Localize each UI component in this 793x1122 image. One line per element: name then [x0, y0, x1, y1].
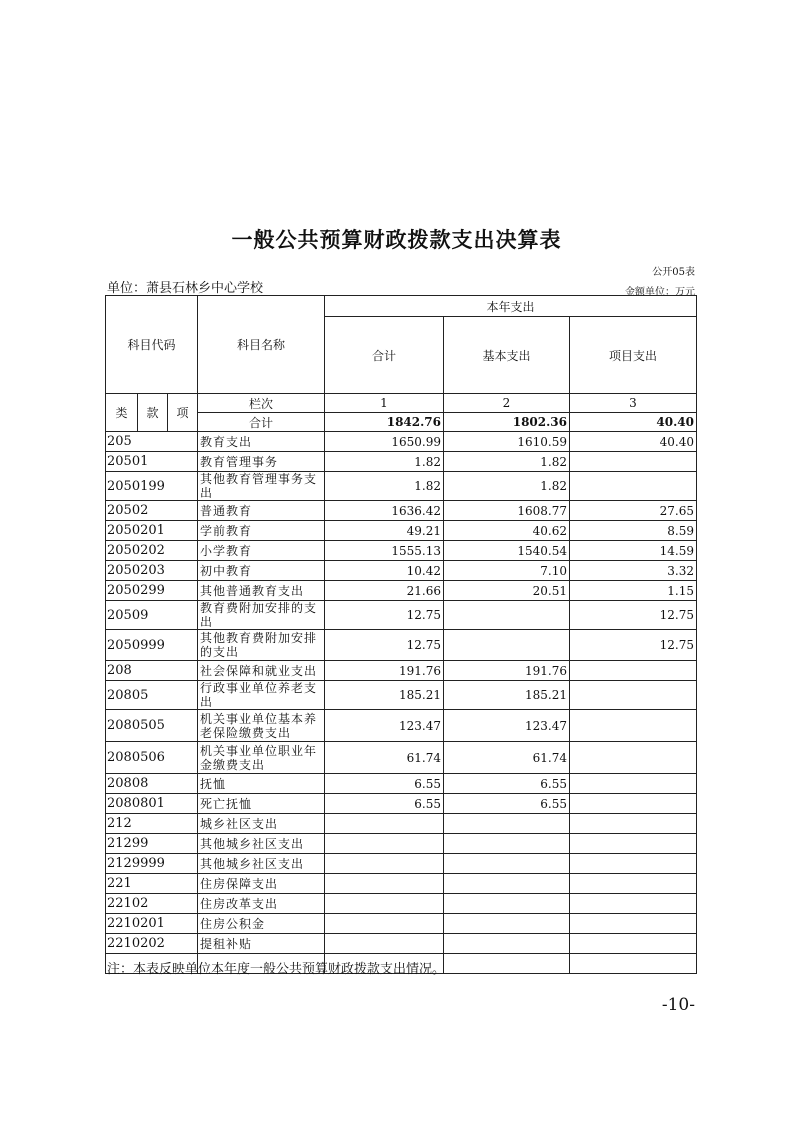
row-code: 2080801 [106, 794, 198, 814]
row-code: 20502 [106, 501, 198, 521]
row-name: 其他普通教育支出 [198, 581, 325, 601]
unit-label: 单位：萧县石林乡中心学校 [107, 281, 264, 296]
row-basic: 6.55 [444, 794, 570, 814]
row-basic: 1608.77 [444, 501, 570, 521]
row-name: 教育支出 [198, 432, 325, 452]
row-code: 208 [106, 661, 198, 681]
row-basic: 1.82 [444, 472, 570, 501]
grand-basic-value: 1802.36 [444, 413, 570, 432]
table-row [106, 452, 697, 472]
lei-header: 类 [106, 394, 138, 432]
row-project: 12.75 [570, 601, 697, 630]
row-basic: 6.55 [444, 774, 570, 794]
column-index-1: 1 [325, 394, 444, 413]
row-basic: 191.76 [444, 661, 570, 681]
row-project [570, 814, 697, 834]
row-basic [444, 914, 570, 934]
row-basic: 20.51 [444, 581, 570, 601]
row-code: 22102 [106, 894, 198, 914]
table-row [106, 854, 697, 874]
row-basic [444, 601, 570, 630]
table-row [106, 774, 697, 794]
table-row [106, 561, 697, 581]
row-basic [444, 834, 570, 854]
form-code: 公开05表 [652, 267, 695, 278]
row-name: 提租补贴 [198, 934, 325, 954]
table-row [106, 834, 697, 854]
row-name: 机关事业单位基本养老保险缴费支出 [198, 710, 325, 742]
row-total [325, 814, 444, 834]
row-total: 21.66 [325, 581, 444, 601]
row-name: 其他教育费附加安排的支出 [198, 630, 325, 661]
row-name: 住房改革支出 [198, 894, 325, 914]
table-row [106, 472, 697, 501]
table-row [106, 710, 697, 742]
row-total: 12.75 [325, 630, 444, 661]
row-total: 1650.99 [325, 432, 444, 452]
grand-total-value: 1842.76 [325, 413, 444, 432]
row-code: 2050203 [106, 561, 198, 581]
row-project [570, 710, 697, 742]
row-name: 机关事业单位职业年金缴费支出 [198, 742, 325, 774]
row-name: 其他城乡社区支出 [198, 834, 325, 854]
row-project [570, 472, 697, 501]
row-project [570, 742, 697, 774]
page-title: 一般公共预算财政拨款支出决算表 [231, 228, 562, 252]
xiang-header: 项 [168, 394, 198, 432]
row-name: 住房公积金 [198, 914, 325, 934]
row-basic: 123.47 [444, 710, 570, 742]
row-basic: 1540.54 [444, 541, 570, 561]
row-basic: 61.74 [444, 742, 570, 774]
row-total [325, 934, 444, 954]
row-total [325, 834, 444, 854]
row-project [570, 894, 697, 914]
table-row [106, 914, 697, 934]
table-row [106, 432, 697, 452]
table-row [106, 934, 697, 954]
row-total: 185.21 [325, 681, 444, 710]
row-project [570, 934, 697, 954]
row-code: 2210202 [106, 934, 198, 954]
grand-total-label: 合计 [198, 413, 325, 432]
row-code: 20509 [106, 601, 198, 630]
column-index-label: 栏次 [198, 394, 325, 413]
row-total: 10.42 [325, 561, 444, 581]
row-code: 2050999 [106, 630, 198, 661]
row-total: 1.82 [325, 472, 444, 501]
row-project: 8.59 [570, 521, 697, 541]
row-basic [444, 954, 570, 974]
row-name: 抚恤 [198, 774, 325, 794]
row-project [570, 774, 697, 794]
row-basic: 40.62 [444, 521, 570, 541]
row-project: 1.15 [570, 581, 697, 601]
row-total: 1555.13 [325, 541, 444, 561]
row-project [570, 661, 697, 681]
year-group-header: 本年支出 [325, 296, 697, 317]
row-project [570, 681, 697, 710]
row-project [570, 452, 697, 472]
row-total: 12.75 [325, 601, 444, 630]
row-total [325, 894, 444, 914]
row-project [570, 954, 697, 974]
row-name: 住房保障支出 [198, 874, 325, 894]
row-code: 2050202 [106, 541, 198, 561]
table-row [106, 581, 697, 601]
kuan-header: 款 [138, 394, 168, 432]
grand-project-value: 40.40 [570, 413, 697, 432]
row-total: 49.21 [325, 521, 444, 541]
money-unit: 金额单位：万元 [625, 287, 695, 298]
row-name: 行政事业单位养老支出 [198, 681, 325, 710]
row-name: 其他城乡社区支出 [198, 854, 325, 874]
total-header: 合计 [325, 317, 444, 394]
row-code: 212 [106, 814, 198, 834]
row-basic: 185.21 [444, 681, 570, 710]
page-number: -10- [661, 995, 695, 1015]
row-basic: 1610.59 [444, 432, 570, 452]
table-row [106, 521, 697, 541]
row-code: 2129999 [106, 854, 198, 874]
row-code: 20805 [106, 681, 198, 710]
table-row [106, 814, 697, 834]
row-basic: 7.10 [444, 561, 570, 581]
row-name: 教育管理事务 [198, 452, 325, 472]
table-row [106, 501, 697, 521]
row-project [570, 914, 697, 934]
row-project [570, 794, 697, 814]
row-name: 教育费附加安排的支出 [198, 601, 325, 630]
row-name: 普通教育 [198, 501, 325, 521]
code-group-header: 科目代码 [106, 296, 198, 394]
row-basic [444, 934, 570, 954]
table-row [106, 874, 697, 894]
column-index-3: 3 [570, 394, 697, 413]
row-basic [444, 874, 570, 894]
row-project: 3.32 [570, 561, 697, 581]
row-total: 1.82 [325, 452, 444, 472]
table-row [106, 541, 697, 561]
row-basic [444, 814, 570, 834]
column-index-2: 2 [444, 394, 570, 413]
row-project [570, 874, 697, 894]
row-project: 40.40 [570, 432, 697, 452]
row-code: 2050199 [106, 472, 198, 501]
row-total: 6.55 [325, 794, 444, 814]
row-code: 2050201 [106, 521, 198, 541]
row-code: 20808 [106, 774, 198, 794]
row-total [325, 854, 444, 874]
row-name: 其他教育管理事务支出 [198, 472, 325, 501]
row-project: 14.59 [570, 541, 697, 561]
row-total: 61.74 [325, 742, 444, 774]
row-code: 2210201 [106, 914, 198, 934]
row-total [325, 874, 444, 894]
row-project [570, 854, 697, 874]
row-total: 1636.42 [325, 501, 444, 521]
expenditure-table [105, 295, 697, 974]
row-code: 2050299 [106, 581, 198, 601]
table-row [106, 794, 697, 814]
row-total: 191.76 [325, 661, 444, 681]
table-row [106, 661, 697, 681]
table-row [106, 630, 697, 661]
row-total: 6.55 [325, 774, 444, 794]
row-project: 27.65 [570, 501, 697, 521]
row-basic: 1.82 [444, 452, 570, 472]
row-name: 城乡社区支出 [198, 814, 325, 834]
row-total: 123.47 [325, 710, 444, 742]
row-basic [444, 894, 570, 914]
row-code: 221 [106, 874, 198, 894]
row-code: 205 [106, 432, 198, 452]
row-name: 小学教育 [198, 541, 325, 561]
row-project [570, 834, 697, 854]
row-name: 学前教育 [198, 521, 325, 541]
row-project: 12.75 [570, 630, 697, 661]
row-name: 初中教育 [198, 561, 325, 581]
table-row [106, 601, 697, 630]
table-row [106, 681, 697, 710]
row-code: 20501 [106, 452, 198, 472]
row-code: 21299 [106, 834, 198, 854]
row-code: 2080505 [106, 710, 198, 742]
footnote: 注：本表反映单位本年度一般公共预算财政拨款支出情况。 [107, 962, 446, 977]
row-basic [444, 630, 570, 661]
row-name: 社会保障和就业支出 [198, 661, 325, 681]
basic-header: 基本支出 [444, 317, 570, 394]
row-code: 2080506 [106, 742, 198, 774]
row-basic [444, 854, 570, 874]
name-header: 科目名称 [198, 296, 325, 394]
project-header: 项目支出 [570, 317, 697, 394]
table-row [106, 742, 697, 774]
row-total [325, 914, 444, 934]
row-name: 死亡抚恤 [198, 794, 325, 814]
table-row [106, 894, 697, 914]
